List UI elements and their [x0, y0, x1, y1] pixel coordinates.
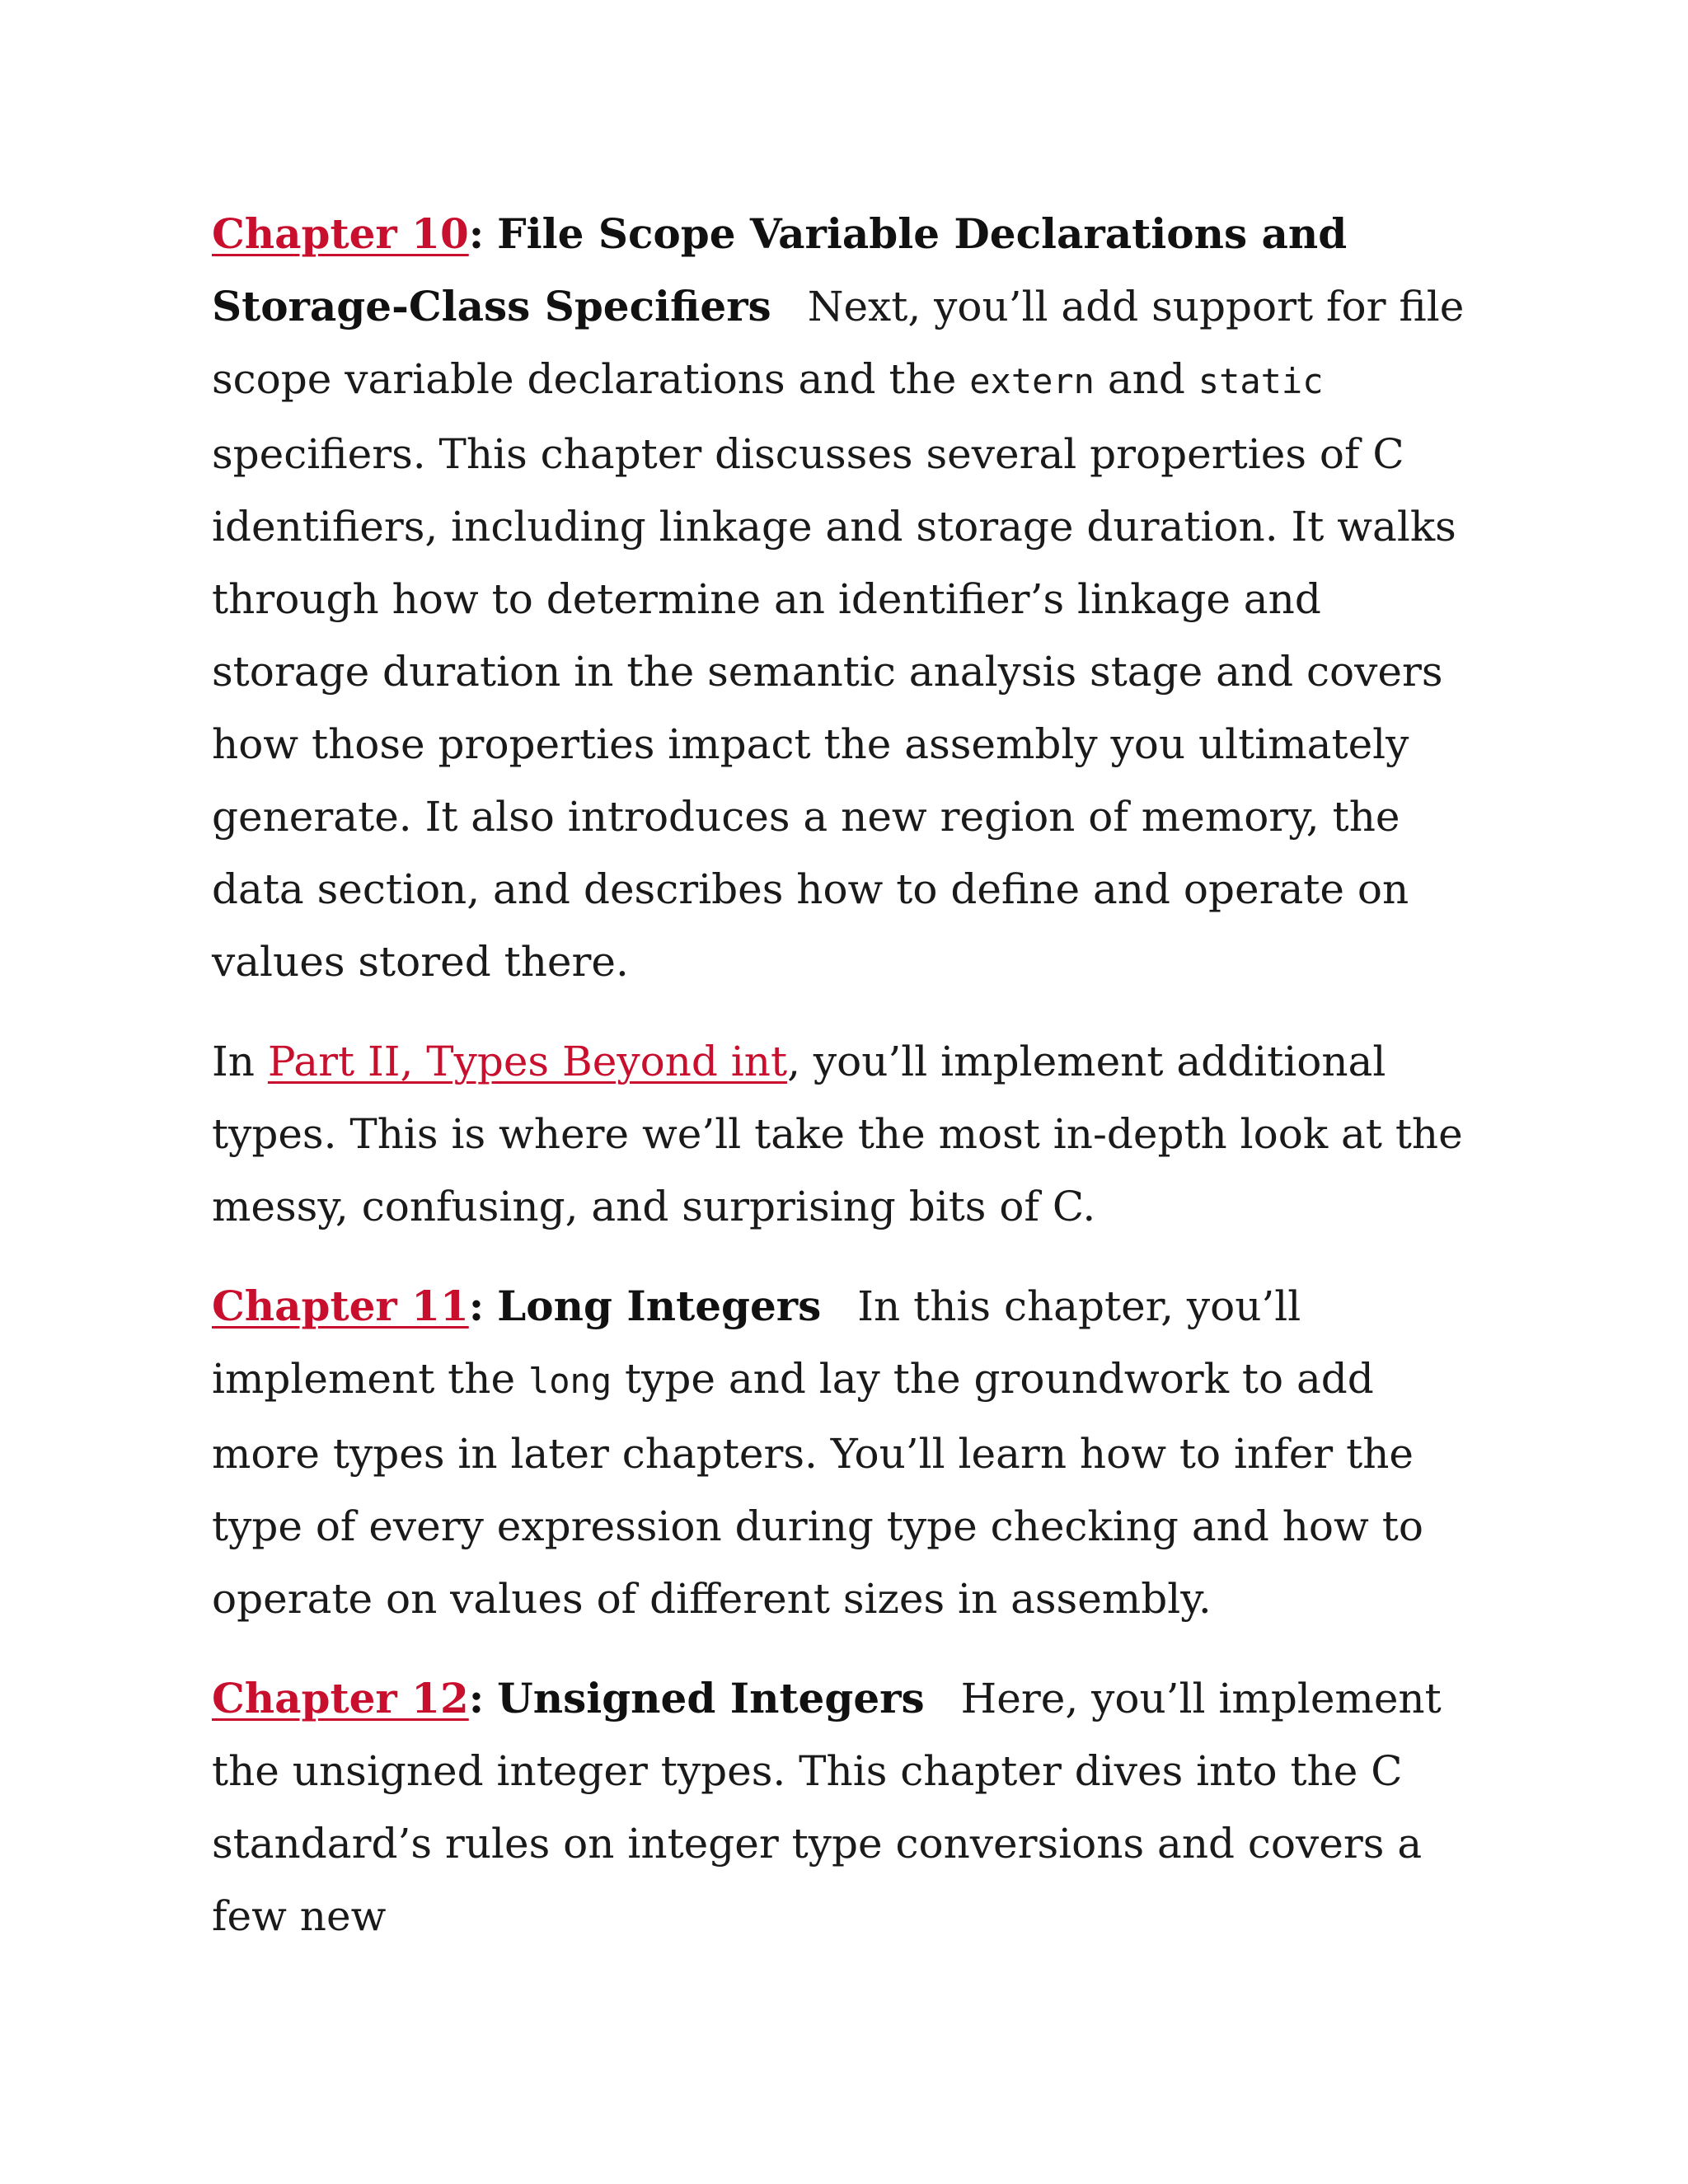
- chapter-10-entry: [212, 198, 1485, 998]
- chapter-10-text-3: specifiers. This chapter discusses several properties of C identifiers, including linkage and storage duration. It walks through how to determine an identifier’s linkage and storage duration in the semantic analysis stage and covers how those properties impact the assembly you ultimately generate. It also introduces a new region of memory, the data section, and describes how to define and operate on values stored there.: [212, 430, 1456, 986]
- part-2-text-before: In: [212, 1038, 268, 1085]
- document-page: [212, 198, 1485, 1980]
- chapter-12-colon: :: [468, 1674, 485, 1722]
- chapter-11-text-1: In this chapter, you’ll implement the: [212, 1282, 1301, 1403]
- chapter-10-text-2: and: [1094, 355, 1198, 403]
- chapter-11-link[interactable]: Chapter 11: [212, 1282, 469, 1330]
- part-2-intro: [212, 1025, 1485, 1243]
- chapter-12-text-1: Here, you’ll implement the unsigned integer types. This chapter dives into the C standard’s rules on integer type conversions and covers a few new: [212, 1675, 1442, 1940]
- part-2-link[interactable]: Part II, Types Beyond int: [267, 1038, 788, 1085]
- chapter-11-entry: [212, 1270, 1485, 1635]
- chapter-11-title: Long Integers: [497, 1282, 822, 1330]
- chapter-10-link[interactable]: Chapter 10: [212, 209, 469, 258]
- code-static: static: [1198, 361, 1324, 401]
- chapter-12-title: Unsigned Integers: [497, 1674, 925, 1722]
- chapter-12-link[interactable]: Chapter 12: [212, 1674, 469, 1722]
- chapter-12-entry: [212, 1662, 1485, 1952]
- chapter-10-text-1: Next, you’ll add support for file scope variable declarations and the: [212, 283, 1465, 403]
- code-long: long: [528, 1361, 612, 1401]
- chapter-11-text-2: type and lay the groundwork to add more types in later chapters. You’ll learn how to infer the type of every expression during type checking and how to operate on values of different sizes in assembly.: [212, 1355, 1423, 1623]
- code-extern: extern: [969, 361, 1095, 401]
- chapter-10-colon: :: [468, 209, 485, 258]
- chapter-10-title: File Scope Variable Declarations and Storage-Class Specifiers: [212, 209, 1348, 330]
- chapter-11-colon: :: [468, 1282, 485, 1330]
- part-2-text-after: , you’ll implement additional types. This is where we’ll take the most in-depth look at the messy, confusing, and surprising bits of C.: [212, 1038, 1463, 1230]
